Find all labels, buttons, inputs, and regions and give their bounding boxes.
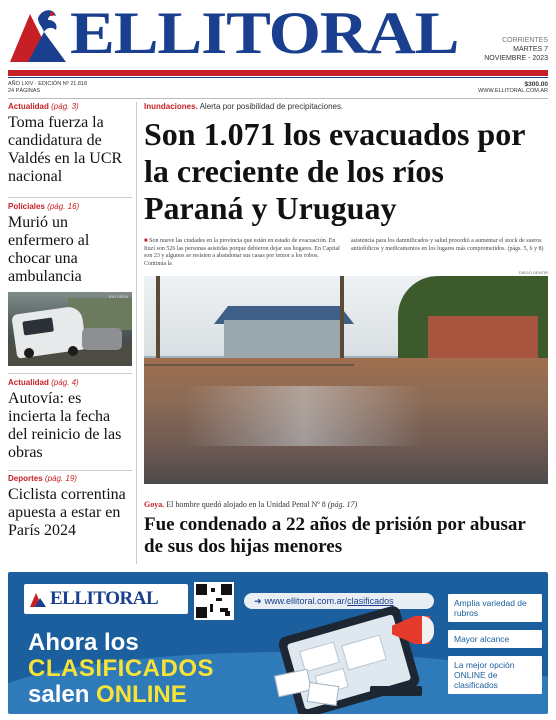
second-section-name: Goya.	[144, 500, 165, 509]
story-section	[8, 102, 132, 112]
ad-line-3	[28, 682, 214, 708]
ad-line-3b: ONLINE	[96, 681, 187, 708]
price: $300.00	[524, 81, 548, 88]
second-kicker-text: El hombre quedó alojado en la Unidad Penal Nº 8	[166, 500, 326, 509]
story-divider	[8, 470, 132, 471]
body-column-1	[144, 238, 341, 268]
page-count: 24 PÁGINAS	[8, 88, 41, 94]
bullet-icon: ■	[144, 238, 150, 244]
qr-code-icon[interactable]	[194, 582, 234, 620]
listing-sheet-icon	[307, 682, 339, 706]
photo-reflection	[184, 386, 424, 446]
main-photo-credit: DIEGO GENTIR	[518, 270, 548, 275]
left-story-4[interactable]	[8, 474, 132, 540]
ad-line-1: Ahora los	[28, 629, 139, 656]
rooster-logo-icon	[30, 591, 46, 607]
story-headline[interactable]: Autovía: es incierta la fecha del reinicio de las obras	[8, 390, 122, 461]
photo-house	[224, 320, 344, 360]
photo-palm	[156, 276, 160, 366]
listing-card	[299, 641, 340, 672]
ad-logo-text: ELLITORAL	[50, 588, 159, 609]
ad-tag-best-option: La mejor opción ONLINE de clasificados	[448, 656, 542, 694]
edition-number: AÑO LXIV · EDICIÓN Nº 21.818	[8, 81, 88, 87]
story-section	[8, 474, 132, 484]
city: CORRIENTES	[502, 37, 548, 44]
photo-wheel	[68, 346, 78, 356]
ambulance-crash-photo[interactable]	[8, 292, 132, 366]
classifieds-url[interactable]	[244, 593, 434, 609]
photo-palm	[340, 276, 344, 360]
page-ref: (pág. 19)	[44, 474, 77, 483]
main-kicker-text: Alerta por posibilidad de precipitaciones.	[199, 102, 344, 111]
left-story-3[interactable]	[8, 378, 132, 462]
left-story-2[interactable]	[8, 202, 132, 286]
body-text-1: Son nueve las ciudades en la provincia que están en estado de evacuación. En Ituzí son 526 las personas asistidas porque debieron dejar sus hogares. En Capital son 23 y algunos se resisten a abandonar sus casas por temor a los robos. Continúa la	[144, 238, 340, 267]
ad-headline	[28, 630, 214, 708]
main-section-name: Inundaciones.	[144, 102, 198, 111]
main-story-kicker	[144, 102, 548, 112]
page-ref: (pág. 4)	[51, 378, 79, 387]
main-story-body	[144, 238, 548, 268]
listing-card	[341, 634, 387, 670]
story-section	[8, 202, 132, 212]
masthead	[0, 0, 556, 72]
ad-tag-variety: Amplia variedad de rubros	[448, 594, 542, 622]
story-divider	[8, 373, 132, 374]
section-name: Policiales	[8, 202, 45, 211]
price-info	[478, 81, 548, 95]
section-name: Actualidad	[8, 378, 49, 387]
flood-photo[interactable]	[144, 276, 548, 484]
classifieds-ad-banner[interactable]	[8, 572, 548, 714]
page-ref: (pág. 16)	[47, 202, 80, 211]
ad-line-3a: salen	[28, 681, 90, 708]
website[interactable]: WWW.ELLITORAL.COM.AR	[478, 88, 548, 94]
weekday: MARTES 7	[513, 46, 548, 53]
left-story-1[interactable]	[8, 102, 132, 186]
meta-divider	[8, 98, 548, 99]
month-year: NOVIEMBRE - 2023	[484, 55, 548, 62]
main-headline[interactable]: Son 1.071 los evacuados por la creciente de los ríos Paraná y Uruguay	[144, 116, 525, 226]
second-page-ref: (pág. 17)	[327, 500, 358, 509]
second-story-kicker	[144, 500, 548, 510]
url-suffix: clasificados	[347, 596, 394, 606]
section-name: Actualidad	[8, 102, 49, 111]
photo-car	[82, 328, 122, 350]
story-headline[interactable]: Toma fuerza la candidatura de Valdés en la UCR nacional	[8, 114, 123, 185]
story-divider	[8, 197, 132, 198]
body-text-2: asistencia para los damnificados y salud procedió a aumentar el stock de sueros antiofídicos y medicamentos en los lugares más comprometidos.	[351, 238, 542, 252]
megaphone-bell-icon	[422, 616, 434, 644]
masthead-blue-rule	[8, 77, 548, 78]
story-section	[8, 378, 132, 388]
section-name: Deportes	[8, 474, 43, 483]
column-divider	[136, 102, 137, 564]
ad-line-2: CLASIFICADOS	[28, 655, 214, 682]
ad-tag-reach: Mayor alcance	[448, 630, 542, 648]
edition-info	[8, 81, 87, 95]
masthead-red-rule	[8, 70, 548, 76]
ad-logo	[24, 584, 188, 614]
photo-wheel	[24, 348, 34, 358]
issue-date	[484, 36, 548, 63]
story-headline[interactable]: Murió un enfermero al chocar una ambulancia	[8, 214, 90, 285]
photo-fence	[144, 364, 354, 370]
body-page-ref: (págs. 5, 6 y 8)	[507, 245, 544, 252]
body-column-2	[351, 238, 548, 268]
url-prefix: www.ellitoral.com.ar/	[264, 596, 348, 606]
second-headline[interactable]: Fue condenado a 22 años de prisión por abusar de sus dos hijas menores	[144, 514, 526, 557]
keypad-illustration-icon	[370, 686, 422, 696]
kicker-line	[144, 102, 548, 112]
page-ref: (pág. 3)	[51, 102, 79, 111]
rooster-logo-icon	[8, 6, 68, 64]
story-headline[interactable]: Ciclista correntina apuesta a estar en París 2024	[8, 486, 126, 539]
photo-credit: ENTUSEN	[108, 294, 128, 299]
newspaper-name: ELLITORAL	[70, 0, 459, 66]
arrow-right-icon: ➜	[254, 596, 262, 606]
